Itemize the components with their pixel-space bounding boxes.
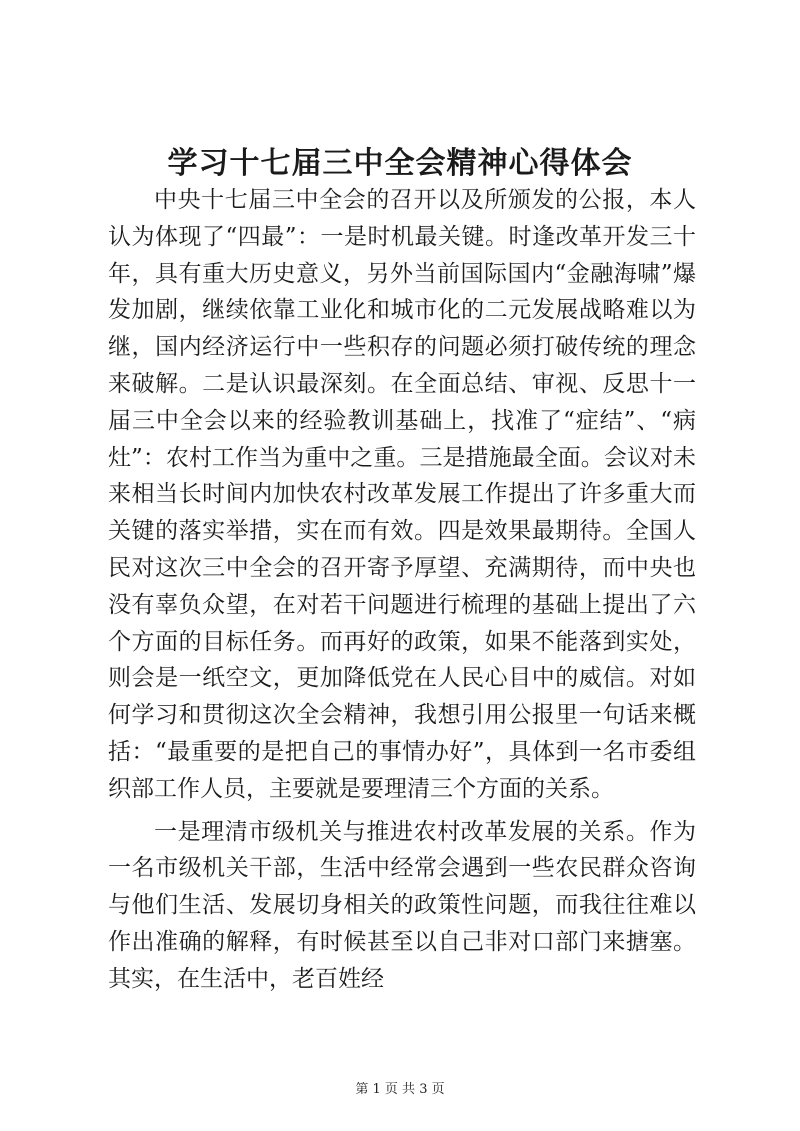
body-paragraph: 中央十七届三中全会的召开以及所颁发的公报，本人认为体现了“四最”：一是时机最关键。时逢改革开发三十年，具有重大历史意义，另外当前国际国内“金融海啸”爆发加剧，继续依靠工业化和城市化的二元发展战略难以为继，国内经济运行中一些积存的问题必须打破传统的理念来破解。二是认识最深刻。在全面总结、审视、反思十一届三中全会以来的经验教训基础上，找准了“症结”、“病灶”：农村工作当为重中之重。三是措施最全面。会议对未来相当长时间内加快农村改革发展工作提出了许多重大而关键的落实举措，实在而有效。四是效果最期待。全国人民对这次三中全会的召开寄予厚望、充满期待，而中央也没有辜负众望，在对若干问题进行梳理的基础上提出了六个方面的目标任务。而再好的政策，如果不能落到实处，则会是一纸空文，更加降低党在人民心目中的威信。对如何学习和贯彻这次全会精神，我想引用公报里一句话来概括：“最重要的是把自己的事情办好”，具体到一名市委组织部工作人员，主要就是要理清三个方面的关系。 <box>108 187 696 802</box>
document-body <box>108 182 696 998</box>
document-title: 学习十七届三中全会精神心得体会 <box>167 146 633 181</box>
body-paragraph: 一是理清市级机关与推进农村改革发展的关系。作为一名市级机关干部，生活中经常会遇到一些农民群众咨询与他们生活、发展切身相关的政策性问题，而我往往难以作出准确的解释，有时候甚至以自己非对口部门来搪塞。其实，在生活中，老百姓经 <box>108 818 696 992</box>
page-number-footer: 第 1 页 共 3 页 <box>355 1082 445 1097</box>
